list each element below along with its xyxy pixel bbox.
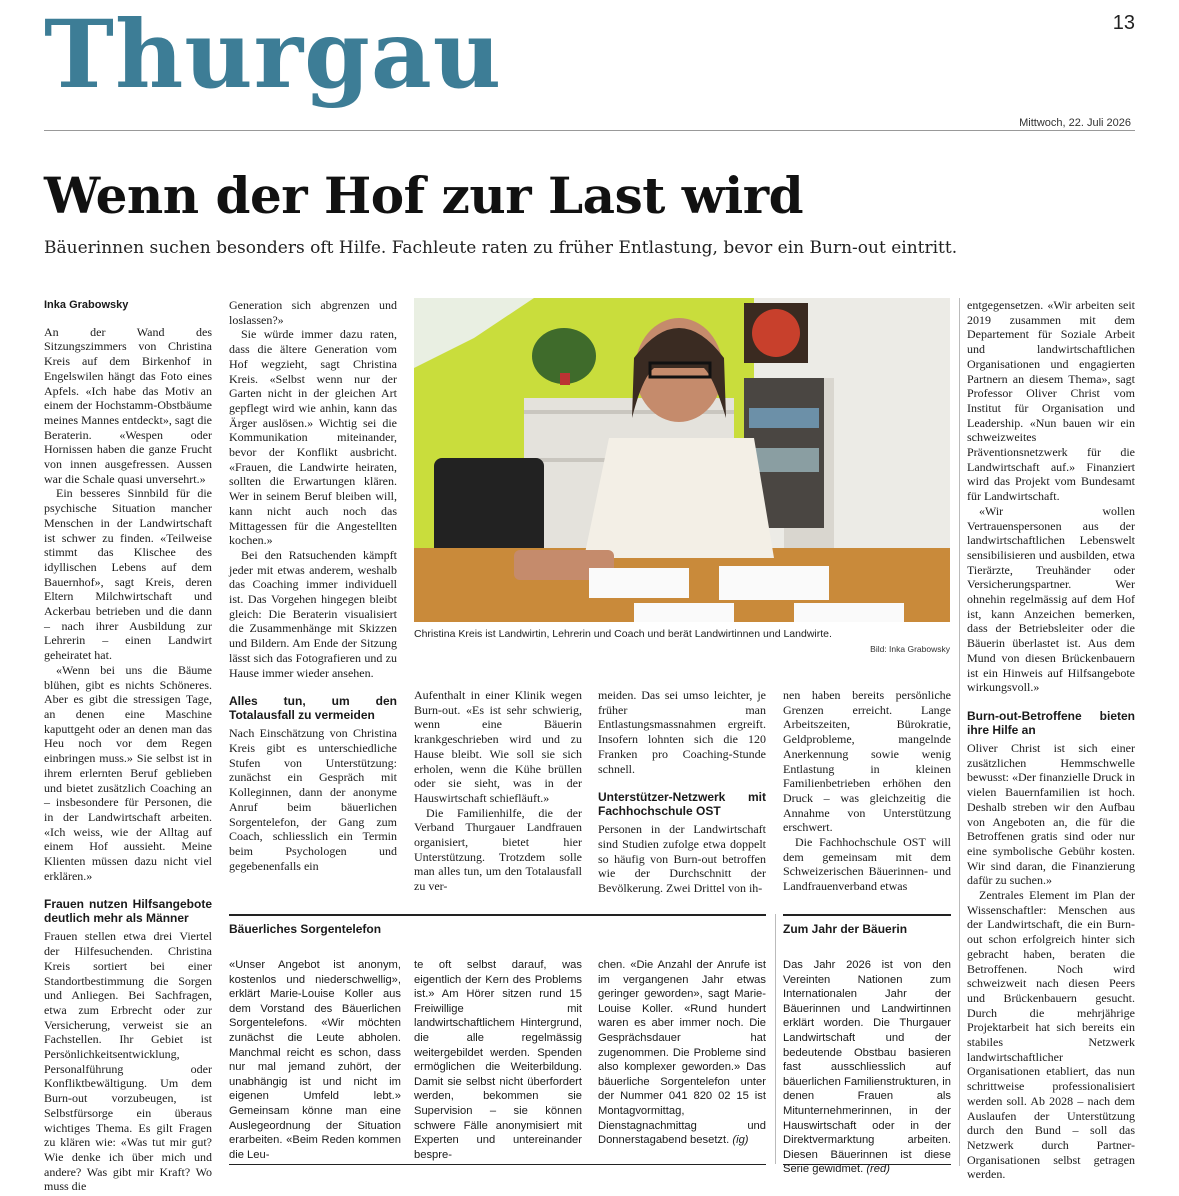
paragraph: nen haben bereits persönliche Grenzen erreicht. Lange Arbeitszeiten, Bürokratie, Geldprobleme, mangelnde Anerkennung sowie wenig Entlastung in kleinen Familienbetrieben erhöhen den Druck – was gleichzeitig die Annahme von Unterstützung erschwert. (783, 688, 951, 835)
photo-caption: Christina Kreis ist Landwirtin, Lehrerin und Coach und berät Landwirtinnen und Landwirte. (414, 628, 832, 640)
article-column-5 (783, 688, 951, 894)
sidebar-column (598, 958, 766, 1148)
article-column-2 (229, 298, 397, 873)
sidebar-column: te oft selbst darauf, was eigentlich der Kern des Problems ist.» Am Hörer sitzen rund 15 Freiwillige mit landwirtschaftlichem Hintergrund, die alle regelmässig weitergebildet werden. Spenden ermöglichen die Weiterbildung. Damit sie selbst nicht überfordert werden, bekommen sie Supervision – sie können schwere Fälle anonymisiert mit Experten und untereinander bespre- (414, 959, 582, 1161)
paragraph: Generation sich abgrenzen und loslassen?» (229, 298, 397, 327)
paragraph: Sie würde immer dazu raten, dass die ältere Generation vom Hof wegzieht, sagt Christina Kreis. «Selbst wenn nur der Garten nicht in der gleichen Art gepflegt wird wie anhin, kann das Ärger auslösen.» Wichtig sei die Kommunikation miteinander, bevor der Konflikt ausbricht. «Frauen, die Landwirte heiraten, sollten die Erwartungen klären. Wer in seinem Beruf bleiben will, kann nicht auch noch das Mittagessen für die Angestellten kochen.» (229, 327, 397, 548)
date-line: Mittwoch, 22. Juli 2026 (1019, 117, 1131, 129)
masthead: Thurgau (44, 0, 503, 110)
article-column-1 (44, 298, 212, 1194)
sidebar-column: «Unser Angebot ist anonym, kostenlos und niederschwellig», erklärt Marie-Louise Koller aus dem Vorstand des Bäuerlichen Sorgentelefons. «Wir möchten zunächst die Leute abholen. Manchmal reicht es schon, dass nur mal jemand zuhört, der unabhängig ist und nicht im eigenen Umfeld lebt.» Gemeinsam könne man eine Auslegeordnung der Situation erarbeiten. «Beim Reden kommen die Leu- (229, 959, 401, 1161)
paragraph: Die Familienhilfe, die der Verband Thurgauer Landfrauen organisiert, bietet hier Unterstützung. Trotzdem solle man alles tun, um den Totalausfall zu ver- (414, 805, 582, 894)
box-rule (783, 914, 951, 916)
article-column-6 (967, 298, 1135, 1182)
paragraph: meiden. Das sei umso leichter, je früher man Entlastungsmassnahmen ergreift. Insofern lohnten sich die 120 Franken pro Coaching-Stunde schnell. (598, 688, 766, 776)
sidebar-title: Zum Jahr der Bäuerin (783, 922, 908, 936)
paragraph: Personen in der Landwirtschaft sind Studien zufolge etwa doppelt so häufig von Burn-out betroffen wie der Durchschnitt der Bevölkerung. Zwei Drittel von ih- (598, 822, 766, 896)
sidebar-text: chen. «Die Anzahl der Anrufe ist im vergangenen Jahr etwas geringer geworden», sagt Marie-Louise Koller. «Rund hundert waren es aber immer noch. Die Gesprächsdauer hat zugenommen. Die Probleme sind also komplexer geworden.» Das bäuerliche Sorgentelefon unter der Nummer 041 820 02 15 ist Montagvormittag, Dienstagnachmittag und Donnerstagabend besetzt. (598, 959, 766, 1147)
paragraph: Nach Einschätzung von Christina Kreis gibt es unterschiedliche Stufen von Unterstützung: zunächst ein Gespräch mit Kolleginnen, dann der anonyme Anruf beim bäuerlichen Sorgentelefon, der Gang zum Coach, schliesslich ein Termin beim Psychologen und gegebenenfalls ein (229, 726, 397, 873)
author-byline: Inka Grabowsky (44, 299, 129, 311)
section-heading: Burn-out-Betroffene bieten ihre Hilfe an (967, 708, 1135, 737)
paragraph: An der Wand des Sitzungszimmers von Christina Kreis auf dem Birkenhof in Engelswilen hängt das Foto eines Apfels. «Ich habe das Motiv an einem der Hochstamm-Obstbäume meines Mannes entdeckt», sagt die Beraterin. «Wespen oder Hornissen haben die ganze Frucht von innen ausgefressen. Aussen war die Schale quasi unversehrt.» (44, 324, 212, 486)
paragraph: Zentrales Element im Plan der Wissenschaftler: Menschen aus der Landwirtschaft, die ein Burn-out schon erfolgreich hinter sich gebracht haben, beraten die Betroffenen. Noch wird schweizweit nach diesen Peers und Brückenbauern gesucht. Durch die mehrjährige Projektarbeit hat sich bereits ein stabiles Netzwerk landwirtschaftlicher Organisationen etabliert, das nun schrittweise professionalisiert werden soll. Ab 2028 – nach dem Auslaufen der Unterstützung durch den Bund – soll das Netzwerk durch Partner-Organisationen selbst getragen werden. (967, 888, 1135, 1182)
paragraph: «Wir wollen Vertrauenspersonen aus der landwirtschaftlichen Lebenswelt sensibilisieren und ausbilden, etwa Tierärzte, Treuhänder oder Versicherungspartner. Wer ohnehin regelmässig auf dem Hof ist, kann Anzeichen bemerken, dass der Betriebsleiter oder die Bäuerin überlastet ist. Aus dem Mund von diesen Brückenbauern ist ein Hinweis auf Hilfsangebote wirkungsvoll.» (967, 503, 1135, 695)
page-number: 13 (1112, 12, 1135, 34)
section-heading: Frauen nutzen Hilfsangebote deutlich mehr als Männer (44, 897, 212, 926)
separator (775, 914, 776, 1164)
signature: (red) (866, 1163, 890, 1176)
paragraph: Oliver Christ ist sich einer zusätzlichen Hemmschwelle bewusst: «Der finanzielle Druck in vielen Bauernfamilien ist hoch. Deshalb streben wir den Aufbau von Angeboten an, die für die Betroffenen gratis sind oder nur eine symbolische Gebühr kosten. Wir sind daran, die Finanzierung dafür zu suchen.» (967, 740, 1135, 888)
sidebar-text: Das Jahr 2026 ist von den Vereinten Nationen zum Internationalen Jahr der Bäuerinnen und Landwirtinnen erklärt worden. Die Thurgauer Landwirtschaft und der bedeutende Obstbau basieren fast ausschliesslich auf bäuerlichen Familienstrukturen, in denen Frauen als Mitunternehmerinnen, in der Hauswirtschaft oder in der Direktvermarktung arbeiten. Diesen Bäuerinnen ist diese Serie gewidmet. (783, 959, 951, 1176)
box-bottom-rule (783, 1164, 951, 1165)
paragraph: Die Fachhochschule OST will dem gemeinsam mit dem Schweizerischen Bäuerinnen- und Landfrauenverband etwas (783, 835, 951, 894)
paragraph: Ein besseres Sinnbild für die psychische Situation mancher Menschen in der Landwirtschaft ist schwer zu finden. «Teilweise stimmt das Klischee des idyllischen Lebens auf dem Bauernhof», sagt Kreis, deren Eltern Milchwirtschaft und Ackerbau betrieben und die dann – nach ihrer Ausbildung zur Lehrerin – einen Landwirt geheiratet hat. (44, 486, 212, 663)
box-rule (229, 914, 766, 916)
sidebar-column (783, 958, 951, 1177)
article-column-4 (598, 688, 766, 896)
section-heading: Unterstützer-Netzwerk mit Fachhochschule OST (598, 790, 766, 819)
paragraph: entgegensetzen. «Wir arbeiten seit 2019 zusammen mit dem Departement für Soziale Arbeit und landwirtschaftlichen Organisationen und engagierten Partnern an diesem Thema», sagt Professor Oliver Christ vom Institut für Organisation und Leadership. «Nun bauen wir ein schweizweites Präventionsnetzwerk für die Landwirtschaft auf.» Finanziert wird das Projekt vom Bundesamt für Landwirtschaft. (967, 298, 1135, 504)
photo-illustration (414, 298, 950, 622)
paragraph: Aufenthalt in einer Klinik wegen Burn-out. «Es ist sehr schwierig, wenn eine Bäuerin krankgeschrieben wird und zu Hause bleibt. Wie soll sie sich erholen, wenn die Kühe brüllen oder sie sieht, was in der Hauswirtschaft schiefläuft.» (414, 688, 582, 805)
article-column-3 (414, 688, 582, 894)
header-rule (44, 130, 1135, 131)
article-photo (414, 298, 950, 622)
headline: Wenn der Hof zur Last wird (44, 166, 804, 225)
photo-credit: Bild: Inka Grabowsky (870, 644, 950, 654)
column-separator (959, 298, 960, 1166)
paragraph: Bei den Ratsuchenden kämpft jeder mit etwas anderem, weshalb das Coaching immer individuell ist. Das Vorgehen hingegen bleibt gleich: Die Beraterin visualisiert die Zusammenhänge mit Skizzen und Bildern. Am Ende der Sitzung lässt sich das Fotografieren und zu Hause immer wieder ansehen. (229, 547, 397, 680)
paragraph: «Wenn bei uns die Bäume blühen, gibt es nichts Schöneres. Aber es gibt die stressigen Tage, an denen eine Maschine kaputtgeht oder an denen man das Heu noch vor dem Regen einbringen muss.» Sie selbst ist in ihrem erlernten Beruf geblieben und bietet zusätzlich Coaching an – insbesondere für Personen, die in der Landwirtschaft arbeiten. «Ich weiss, wie der Alltag auf einem Hof aussieht. Meine Klienten müssen dazu nicht viel erklären.» (44, 662, 212, 883)
section-heading: Alles tun, um den Totalausfall zu vermeiden (229, 694, 397, 723)
signature: (ig) (732, 1134, 749, 1147)
paragraph: Frauen stellen etwa drei Viertel der Hilfesuchenden. Christina Kreis sortiert bei einer Standortbestimmung die Sorgen und Anliegen. Bei Sachfragen, etwa zum Erbrecht oder zur Versicherung, verweist sie an Fachstellen. Ihr Gebiet ist Persönlichkeitsentwicklung, Personalführung oder Konfliktbewältigung. Um dem Burn-out vorzubeugen, ist Selbstfürsorge ein überaus wichtiges Thema. Es gilt Fragen zu klären wie: «Was tut mir gut? Wie denke ich über mich und andere? Was gibt mir Kraft? Wo muss die (44, 929, 212, 1194)
subheadline: Bäuerinnen suchen besonders oft Hilfe. Fachleute raten zu früher Entlastung, bevor ein Burn-out eintritt. (44, 238, 958, 258)
sidebar-title: Bäuerliches Sorgentelefon (229, 922, 382, 936)
box-bottom-rule (229, 1164, 766, 1165)
